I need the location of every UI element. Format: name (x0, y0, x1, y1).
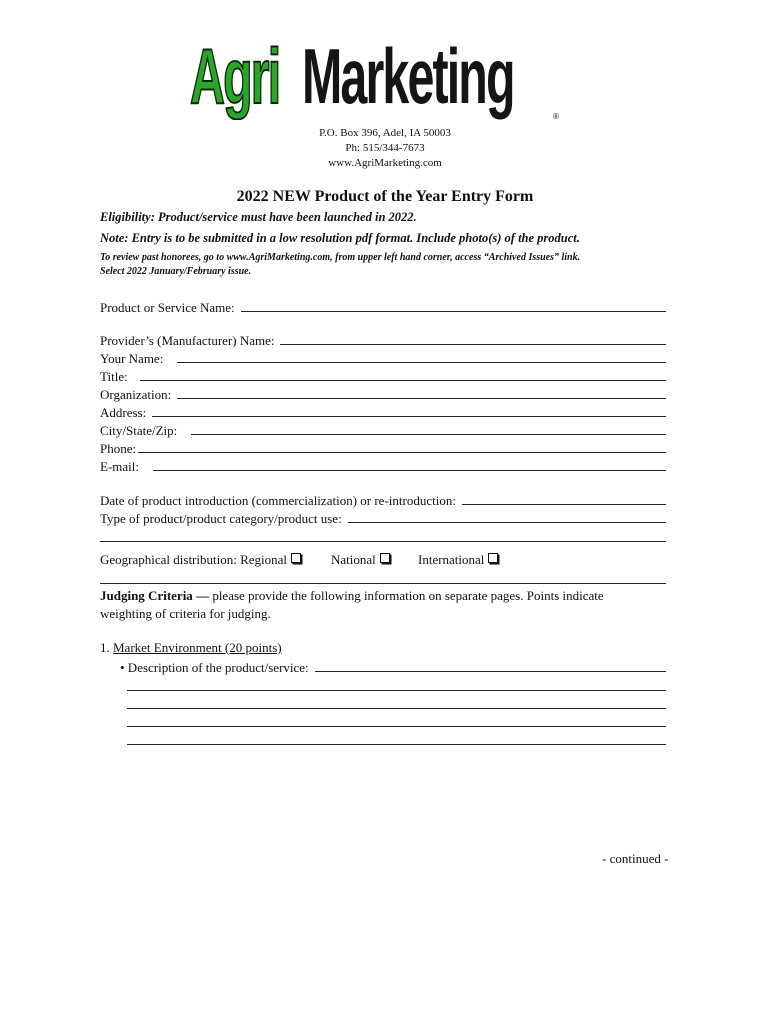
website-line: www.AgriMarketing.com (328, 157, 442, 169)
your-name-field[interactable] (100, 349, 666, 367)
email-label: E-mail: (100, 459, 139, 474)
description-line-4[interactable] (127, 726, 666, 727)
address-line-1: P.O. Box 396, Adel, IA 50003 (319, 127, 451, 139)
separator-line (100, 583, 666, 584)
title-line[interactable] (140, 380, 666, 381)
provider-label: Provider’s (Manufacturer) Name: (100, 333, 275, 348)
national-label: National (331, 552, 376, 567)
international-checkbox[interactable] (488, 553, 498, 563)
logo-marketing-text: Marketing (302, 32, 514, 120)
international-label: International (418, 552, 485, 567)
market-number: 1. (100, 640, 110, 655)
judging-text-2: weighting of criteria for judging. (100, 606, 271, 621)
distribution-label: Geographical distribution: Regional (100, 552, 288, 567)
registered-mark: ® (553, 112, 559, 121)
eligibility-text: Eligibility: Product/service must have been launched in 2022. (100, 210, 417, 224)
phone-label: Phone: (100, 441, 137, 456)
product-description-line[interactable] (315, 671, 666, 672)
judging-dash: — (196, 588, 210, 603)
product-description-field[interactable] (120, 658, 666, 676)
national-checkbox[interactable] (380, 553, 390, 563)
logo-agri-text: Agri (190, 32, 280, 120)
description-line-2[interactable] (127, 690, 666, 691)
date-intro-line[interactable] (462, 504, 666, 505)
email-line[interactable] (153, 470, 666, 471)
distribution-regional[interactable] (100, 552, 301, 568)
judging-text-1: please provide the following information on separate pages. Points indicate (209, 588, 604, 603)
product-type-line-2[interactable] (100, 541, 666, 542)
provider-line[interactable] (280, 344, 666, 345)
description-line-3[interactable] (127, 708, 666, 709)
title-label: Title: (100, 369, 128, 384)
market-environment-heading (100, 640, 282, 656)
product-name-line[interactable] (241, 311, 666, 312)
date-intro-label: Date of product introduction (commercialization) or re-introduction: (100, 493, 456, 508)
market-heading: Market Environment (20 points) (113, 640, 282, 655)
product-type-field[interactable] (100, 509, 666, 527)
product-description-label: • Description of the product/service: (120, 660, 309, 675)
review-line-1: To review past honorees, go to www.AgriMarketing.com, from upper left hand corner, access “Archived Issues” link. (100, 252, 581, 263)
review-line-2: Select 2022 January/February issue. (100, 266, 252, 277)
distribution-national[interactable] (331, 552, 390, 568)
product-type-label: Type of product/product category/product use: (100, 511, 342, 526)
judging-heading: Judging Criteria (100, 588, 193, 603)
date-intro-field[interactable] (100, 491, 666, 509)
phone-line: Ph: 515/344-7673 (345, 142, 425, 154)
city-label: City/State/Zip: (100, 423, 178, 438)
organization-label: Organization: (100, 387, 172, 402)
product-name-label: Product or Service Name: (100, 300, 235, 315)
title-field[interactable] (100, 367, 666, 385)
note-text: Note: Entry is to be submitted in a low resolution pdf format. Include photo(s) of the product. (100, 231, 580, 245)
organization-line[interactable] (177, 398, 666, 399)
distribution-international[interactable] (418, 552, 498, 568)
judging-criteria-paragraph (100, 588, 604, 604)
phone-field[interactable] (100, 439, 666, 457)
email-field[interactable] (100, 457, 666, 475)
your-name-label: Your Name: (100, 351, 164, 366)
description-line-5[interactable] (127, 744, 666, 745)
address-field[interactable] (100, 403, 666, 421)
phone-input-line[interactable] (138, 452, 666, 453)
product-name-field[interactable] (100, 298, 666, 316)
address-label: Address: (100, 405, 147, 420)
city-field[interactable] (100, 421, 666, 439)
city-line[interactable] (191, 434, 666, 435)
continued-text: - continued - (602, 851, 669, 866)
your-name-line[interactable] (177, 362, 666, 363)
product-type-line[interactable] (348, 522, 666, 523)
provider-field[interactable] (100, 331, 666, 349)
organization-field[interactable] (100, 385, 666, 403)
form-title: 2022 NEW Product of the Year Entry Form (236, 188, 534, 205)
address-input-line[interactable] (152, 416, 666, 417)
regional-checkbox[interactable] (291, 553, 301, 563)
